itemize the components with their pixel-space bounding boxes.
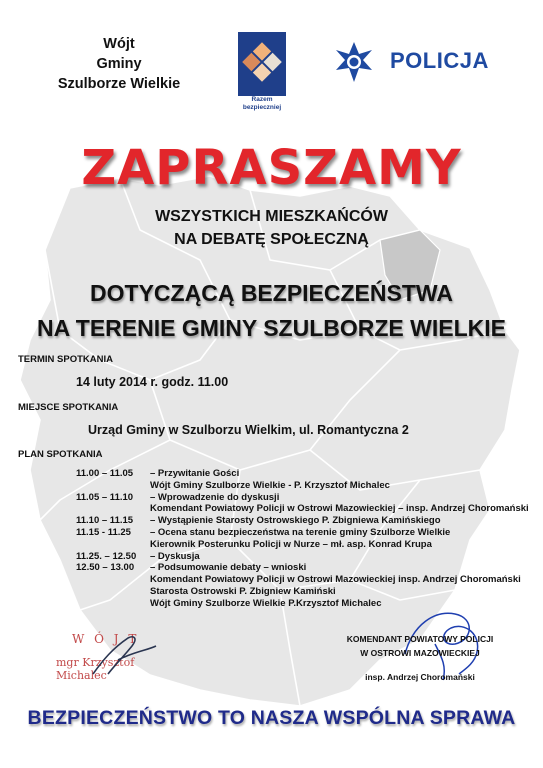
plan-desc: – Ocena stanu bezpieczeństwa na terenie gminy Szulborze Wielkie	[150, 526, 451, 538]
razem-caption-line: Razem	[251, 96, 273, 103]
razem-logo-icon	[238, 32, 286, 96]
plan-item	[76, 551, 543, 563]
subtitle-line: NA DEBATĘ SPOŁECZNĄ	[174, 231, 369, 248]
plan-detail: Wójt Gminy Szulborze Wielkie P.Krzysztof Michalec	[150, 597, 382, 609]
plan-detail: Starosta Ostrowski P. Zbigniew Kamiński	[150, 585, 336, 597]
plan-desc: – Podsumowanie debaty – wnioski	[150, 562, 307, 574]
policja-wordmark: POLICJA	[390, 48, 489, 73]
footer-slogan: BEZPIECZEŃSTWO TO NASZA WSPÓLNA SPRAWA	[27, 707, 516, 729]
plan-desc: – Wprowadzenie do dyskusji	[150, 491, 280, 503]
komendant-signature-block	[320, 632, 520, 684]
plan-item	[76, 492, 543, 504]
plan-time: 11.05 – 11.10	[76, 491, 134, 503]
komendant-title: KOMENDANT POWIATOWY POLICJI	[346, 634, 494, 644]
subtitle-line: WSZYSTKICH MIESZKAŃCÓW	[155, 208, 388, 225]
location-value: Urząd Gminy w Szulborzu Wielkim, ul. Romantyczna 2	[88, 423, 409, 437]
plan-label: PLAN SPOTKANIA	[18, 449, 103, 460]
plan-item	[76, 527, 543, 539]
plan-desc: – Przywitanie Gości	[150, 468, 240, 479]
wojt-stamp-text: W Ó J T	[72, 632, 140, 646]
wojt-line: Szulborze Wielkie	[57, 76, 181, 92]
wojt-signature	[38, 630, 178, 680]
plan-time: 12.50 – 13.00	[76, 562, 135, 574]
razem-caption-line: bezpieczniej	[242, 104, 282, 111]
wojt-header	[44, 34, 194, 94]
razem-caption	[238, 96, 286, 112]
wojt-line: Gminy	[96, 56, 142, 72]
policja-logo	[328, 40, 498, 84]
plan-desc: – Dyskusja	[150, 550, 200, 562]
plan-time: 11.00 – 11.05	[76, 468, 134, 479]
plan-time: 11.25. – 12.50	[76, 550, 137, 562]
plan-item	[76, 562, 543, 574]
plan-time: 11.10 – 11.15	[76, 515, 134, 527]
plan-list	[76, 468, 543, 610]
komendant-title: W OSTROWI MAZOWIECKIEJ	[360, 648, 480, 658]
wojt-stamp-name: mgr Krzysztof Michalec	[56, 656, 135, 682]
handwritten-signature-icon	[38, 630, 178, 680]
plan-desc: – Wystąpienie Starosty Ostrowskiego P. Zbigniewa Kamińskiego	[150, 515, 441, 527]
location-label: MIEJSCE SPOTKANIA	[18, 402, 119, 413]
plan-detail: Wójt Gminy Szulborze Wielkie - P. Krzysztof Michalec	[150, 479, 390, 491]
komendant-name: insp. Andrzej Choromański	[365, 672, 475, 682]
topic-line: DOTYCZĄCĄ BEZPIECZEŃSTWA	[90, 280, 453, 306]
term-label: TERMIN SPOTKANIA	[18, 354, 113, 365]
plan-time: 11.15 - 11.25	[76, 526, 131, 538]
plan-item	[76, 515, 543, 527]
topic-line: NA TERENIE GMINY SZULBORZE WIELKIE	[37, 315, 506, 341]
headline: ZAPRASZAMY	[81, 140, 462, 196]
term-value: 14 luty 2014 r. godz. 11.00	[76, 375, 229, 389]
plan-detail: Komendant Powiatowy Policji w Ostrowi Mazowieckiej – insp. Andrzej Choromański	[150, 503, 529, 515]
plan-detail: Kierownik Posterunku Policji w Nurze – mł. asp. Konrad Krupa	[150, 538, 432, 550]
plan-detail: Komendant Powiatowy Policji w Ostrowi Mazowieckiej insp. Andrzej Choromański	[150, 574, 521, 586]
razem-bezpieczniej-logo	[238, 32, 286, 114]
police-star-icon	[328, 40, 380, 84]
plan-item	[76, 468, 543, 480]
wojt-line: Wójt	[103, 36, 135, 52]
